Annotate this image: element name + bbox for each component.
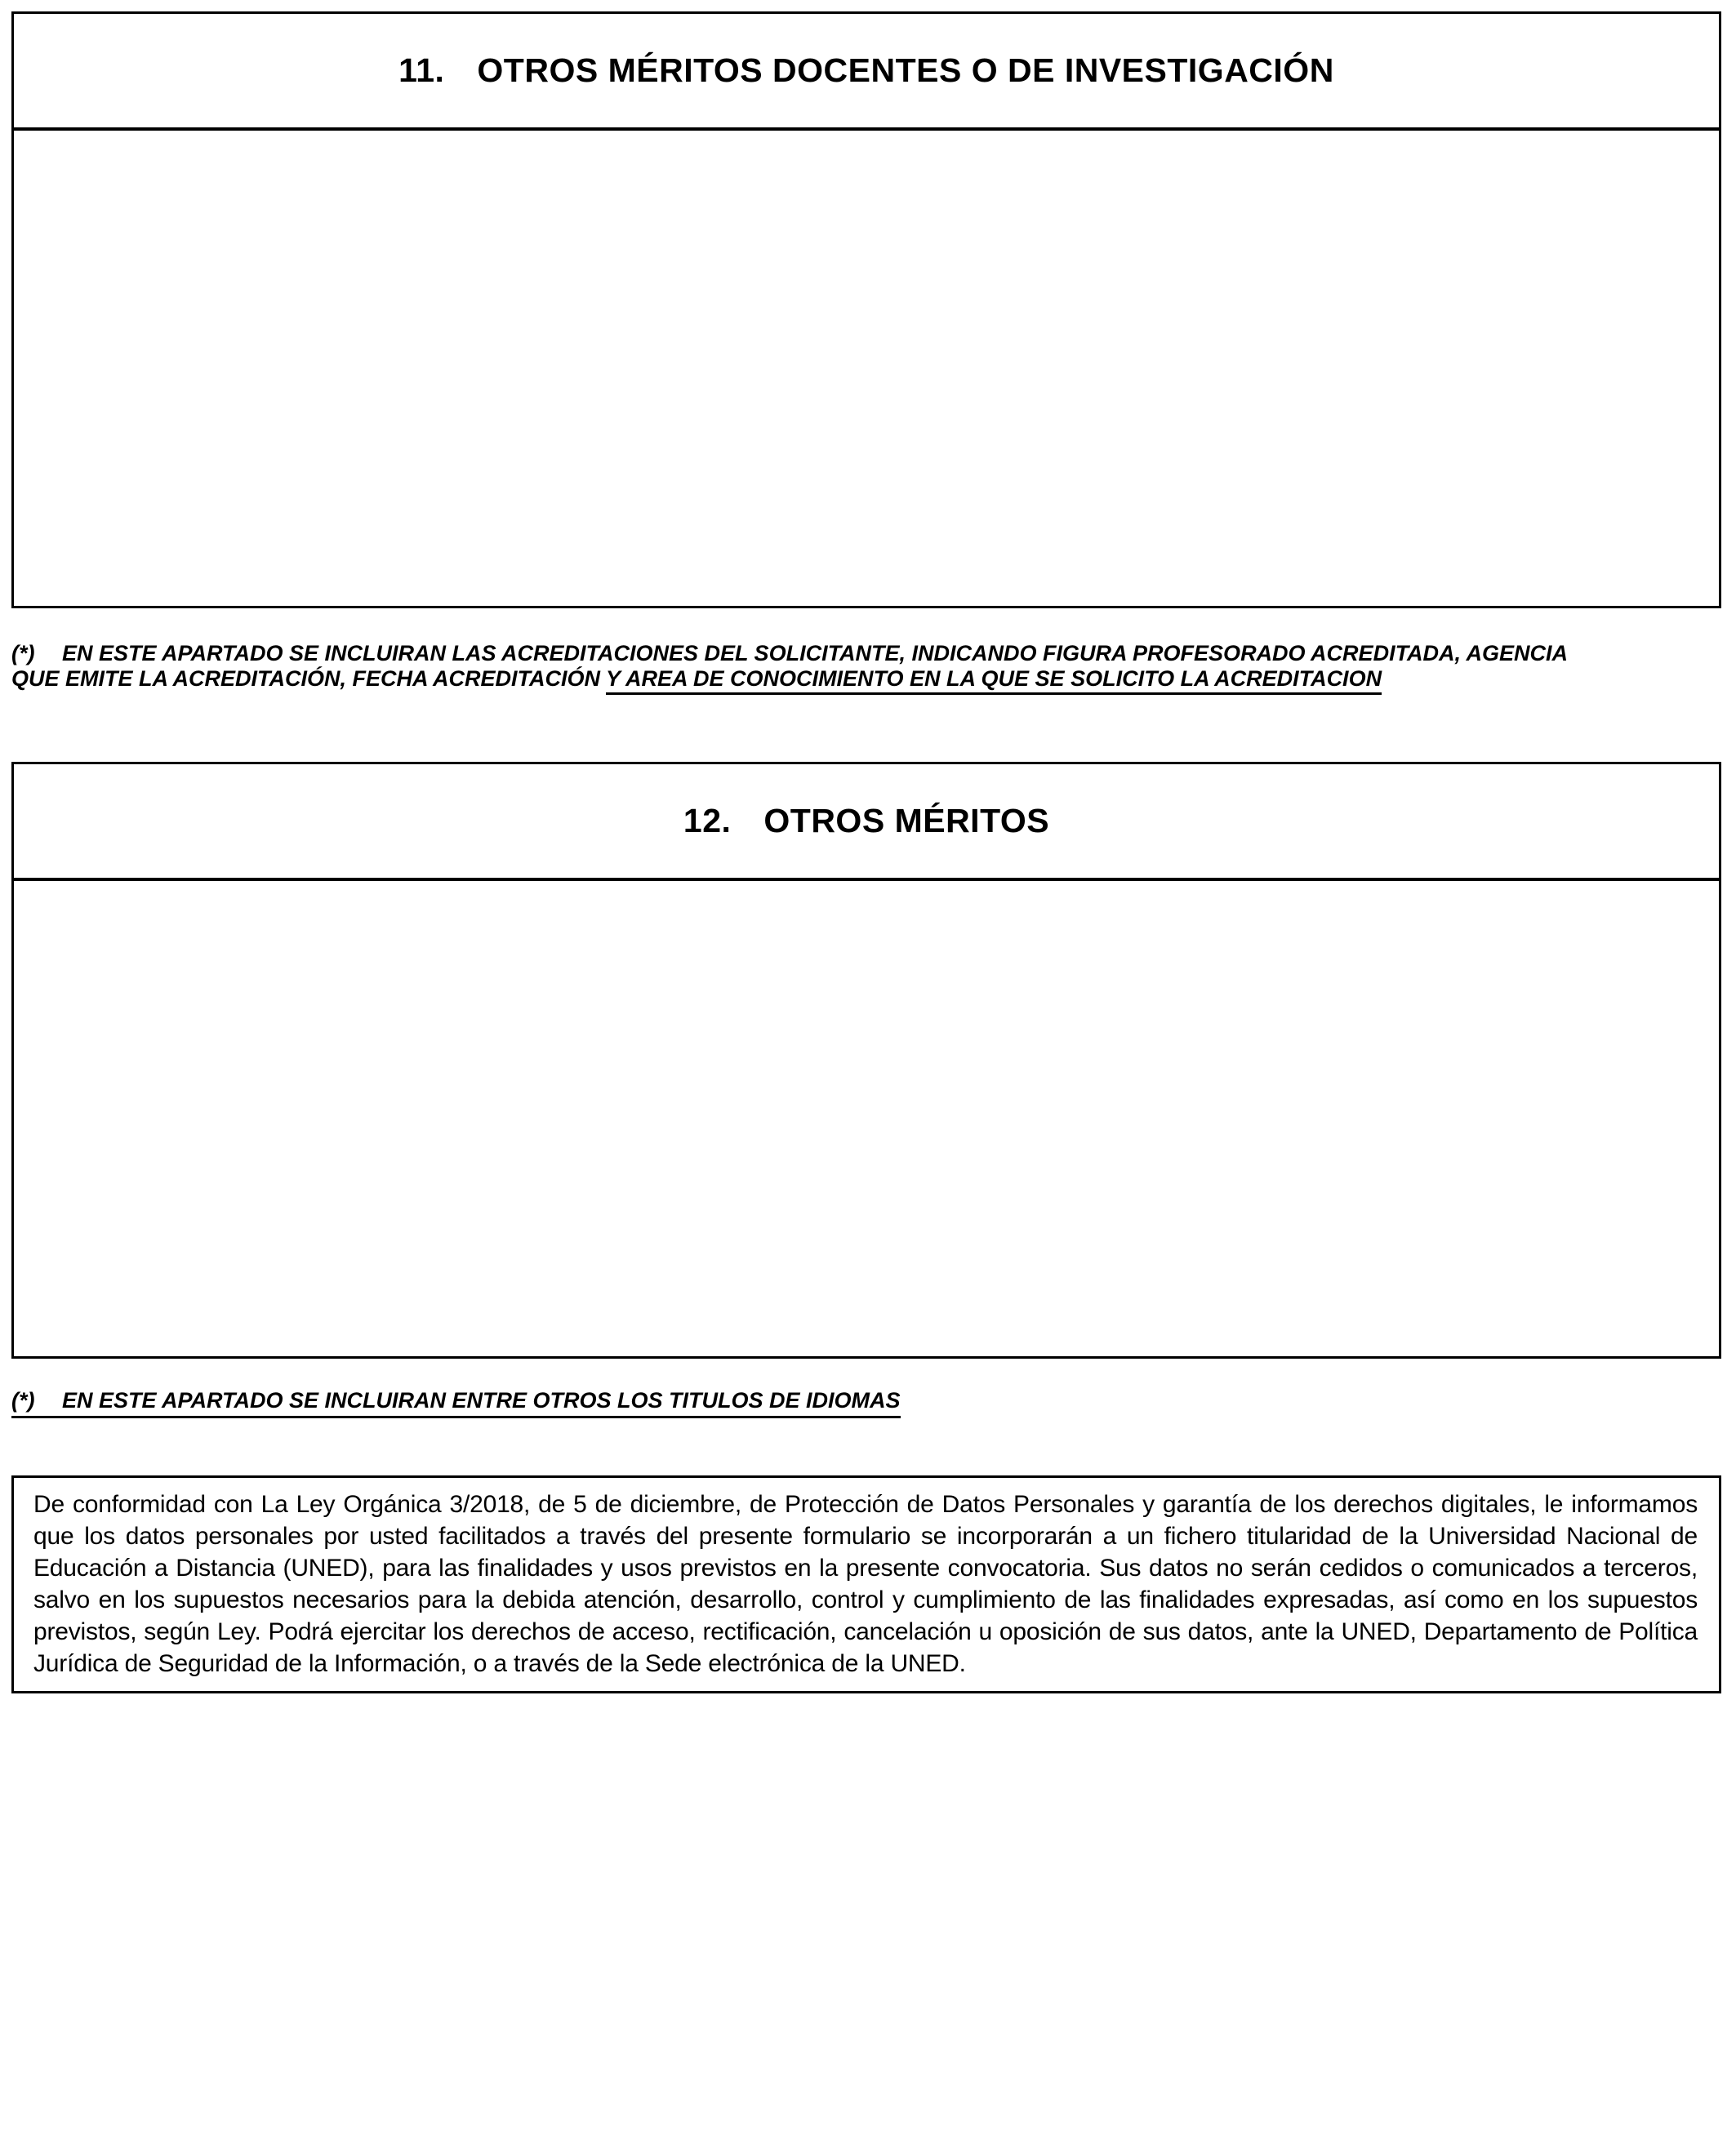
section-11-number: 11. — [398, 51, 445, 89]
footnote-12-underlined-group — [11, 1388, 901, 1418]
footnote-11-line1: EN ESTE APARTADO SE INCLUIRAN LAS ACREDITACIONES DEL SOLICITANTE, INDICANDO FIGURA PROFESORADO ACREDITADA, AGENCIA — [62, 641, 1569, 665]
footnote-11-line2-underlined: Y AREA DE CONOCIMIENTO EN LA QUE SE SOLICITO LA ACREDITACION — [606, 666, 1382, 695]
footnote-11-marker: (*) — [11, 641, 35, 665]
section-11-title: OTROS MÉRITOS DOCENTES O DE INVESTIGACIÓN — [477, 51, 1334, 89]
section-12-number: 12. — [683, 802, 732, 839]
section-12-title: OTROS MÉRITOS — [763, 802, 1050, 839]
data-protection-text: De conformidad con La Ley Orgánica 3/2018, de 5 de diciembre, de Protección de Datos Personales y garantía de los derechos digitales, le informamos que los datos personales por usted facilitados a través del presente formulario se incorporarán a un fichero titularidad de la Universidad Nacional de Educación a Distancia (UNED), para las finalidades y usos previstos en la presente convocatoria. Sus datos no serán cedidos o comunicados a terceros, salvo en los supuestos necesarios para la debida atención, desarrollo, control y cumplimiento de las finalidades expresadas, así como en los supuestos previstos, según Ley. Podrá ejercitar los derechos de acceso, rectificación, cancelación u oposición de sus datos, ante la UNED, Departamento de Política Jurídica de Seguridad de la Información, o a través de la Sede electrónica de la UNED. — [33, 1491, 1698, 1677]
section-11-box — [11, 11, 1721, 608]
footnote-12-marker: (*) — [11, 1388, 35, 1413]
data-protection-notice-box — [11, 1475, 1721, 1693]
document-page — [0, 11, 1736, 2136]
section-12-header — [14, 764, 1719, 881]
section-11-header — [14, 14, 1719, 131]
section-12-content-area — [14, 881, 1719, 1356]
footnote-12 — [11, 1388, 1720, 1418]
footnote-12-text: EN ESTE APARTADO SE INCLUIRAN ENTRE OTROS LOS TITULOS DE IDIOMAS — [62, 1388, 901, 1413]
section-11-content-area — [14, 131, 1719, 606]
footnote-11 — [11, 641, 1720, 692]
section-12-box — [11, 762, 1721, 1359]
footnote-11-line2-plain: QUE EMITE LA ACREDITACIÓN, FECHA ACREDITACIÓN — [11, 666, 606, 691]
